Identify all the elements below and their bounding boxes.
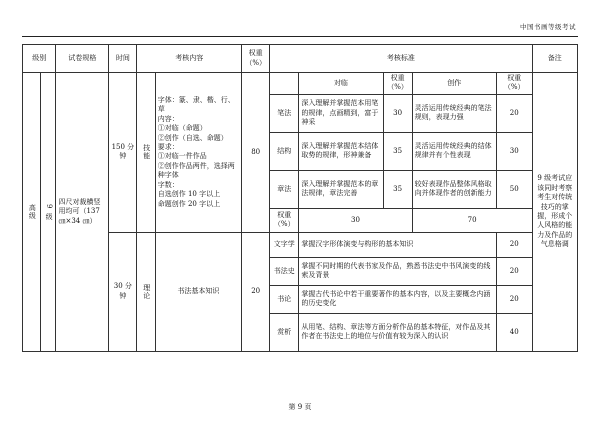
grade-text: 9 级 xyxy=(45,203,54,221)
col-level: 级别 xyxy=(23,45,56,73)
skill-weight: 80 xyxy=(242,73,270,233)
theory-item-weight: 40 xyxy=(496,313,532,351)
level-cell xyxy=(23,73,41,352)
subheader-duilin: 对临 xyxy=(299,73,383,95)
theory-standard: 掌握汉字形体演变与构形的基本知识 xyxy=(299,232,497,257)
theory-item: 赏析 xyxy=(270,313,299,351)
skill-item: 笔法 xyxy=(270,94,299,132)
theory-content: 书法基本知识 xyxy=(155,232,241,351)
theory-item-weight: 20 xyxy=(496,257,532,285)
theory-weight: 20 xyxy=(242,232,270,351)
subheader-weight2: 权重（%） xyxy=(496,73,532,95)
subheader-weight1: 权重（%） xyxy=(383,73,412,95)
weight-row-label: 权重（%） xyxy=(270,208,299,232)
skill-category: 技能 xyxy=(142,144,151,161)
skill-duilin: 深入理解并掌握范本用笔的规律，点画精到，富于神采 xyxy=(299,94,383,132)
theory-item: 书论 xyxy=(270,285,299,313)
weight-row-chuangzuo: 70 xyxy=(412,208,532,232)
skill-w1: 35 xyxy=(383,170,412,208)
theory-item-weight: 20 xyxy=(496,285,532,313)
header-row xyxy=(23,45,578,73)
skill-item: 结构 xyxy=(270,132,299,170)
header-rule xyxy=(22,36,578,37)
col-remarks: 备注 xyxy=(532,45,577,73)
theory-standard: 掌握不同时期的代表书家及作品，熟悉书法史中书风演变的线索及背景 xyxy=(299,257,497,285)
spec-cell: 四尺对裁横竖用均可（137 ㎝×34 ㎝） xyxy=(56,73,109,352)
skill-chuangzuo: 灵活运用传统经典的结体规律并有个性表现 xyxy=(412,132,496,170)
page-header: 中国书画等级考试 xyxy=(520,23,576,31)
weight-row-duilin: 30 xyxy=(299,208,412,232)
skill-w2: 50 xyxy=(496,170,532,208)
skill-w2: 20 xyxy=(496,94,532,132)
remarks-cell: 9 级考试应该同时考察考生对传统技巧的掌握，形成个人风格的能力及作品的气息格调 xyxy=(532,73,577,352)
col-weight: 权重（%） xyxy=(242,45,270,73)
skill-subheader-row xyxy=(23,73,578,95)
col-content: 考核内容 xyxy=(137,45,242,73)
skill-time: 150 分钟 xyxy=(109,73,137,233)
subheader-blank xyxy=(270,73,299,95)
theory-item: 书法史 xyxy=(270,257,299,285)
theory-item-weight: 20 xyxy=(496,232,532,257)
subheader-chuangzuo: 创作 xyxy=(412,73,496,95)
col-spec: 试卷规格 xyxy=(56,45,109,73)
skill-content: 字体：篆、隶、楷、行、草 内容： ①对临（命题） ②创作（自选、命题） 要求： ①对临一件作品 ②创作作品两件，选择两种字体 字数： 自选创作 10 字以上 命题创作 20 字以上 xyxy=(155,73,241,233)
skill-item: 章法 xyxy=(270,170,299,208)
theory-category: 理论 xyxy=(142,283,151,300)
skill-chuangzuo: 灵活运用传统经典的笔法规则，表现力强 xyxy=(412,94,496,132)
theory-standard: 掌握古代书论中若干重要著作的基本内容，以及主要概念内涵的历史变化 xyxy=(299,285,497,313)
level-text: 高级 xyxy=(28,203,37,220)
skill-w1: 30 xyxy=(383,94,412,132)
theory-category-cell xyxy=(137,232,155,351)
exam-standard-table xyxy=(22,44,578,352)
skill-chuangzuo: 较好表现作品整体风格取向并体现作者的创新能力 xyxy=(412,170,496,208)
col-standard: 考核标准 xyxy=(270,45,532,73)
skill-duilin: 深入理解并掌握范本结体取势的规律，形神兼备 xyxy=(299,132,383,170)
skill-category-cell xyxy=(137,73,155,233)
theory-time: 30 分钟 xyxy=(109,232,137,351)
skill-duilin: 深入理解并掌握范本的章法规律，章法完善 xyxy=(299,170,383,208)
page-number: 第 9 页 xyxy=(288,403,312,411)
col-time: 时间 xyxy=(109,45,137,73)
theory-item: 文字学 xyxy=(270,232,299,257)
skill-w1: 35 xyxy=(383,132,412,170)
grade-cell xyxy=(41,73,56,352)
theory-standard: 从用笔、结构、章法等方面分析作品的基本特征，对作品及其作者在书法史上的地位与价值有较为深入的认识 xyxy=(299,313,497,351)
skill-w2: 30 xyxy=(496,132,532,170)
